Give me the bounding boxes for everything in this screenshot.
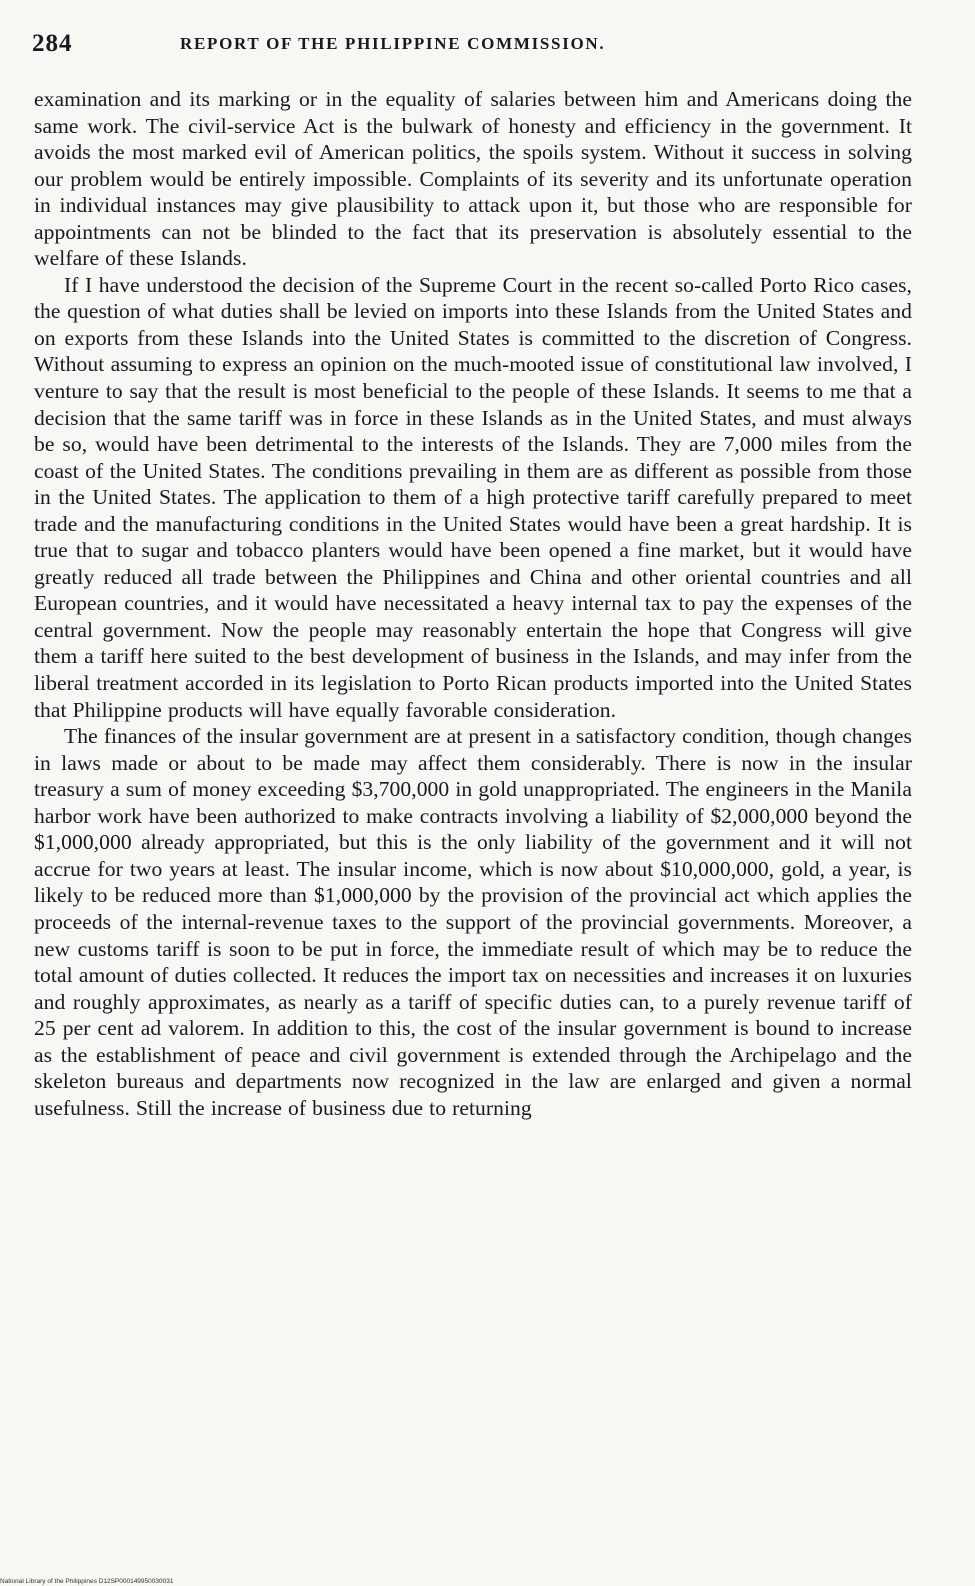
running-title: REPORT OF THE PHILIPPINE COMMISSION. — [180, 34, 606, 53]
scan-credit-footer: National Library of the Philippines D12SP000149950030031 — [0, 1578, 174, 1585]
paragraph-porto-rico-cases: If I have understood the decision of the Supreme Court in the recent so-called Porto Rico cases, the question of what duties shall be levied on imports into these Islands from the United States and on exports from these Islands into the United States is committed to the discretion of Congress. Without assuming to express an opinion on the much-mooted issue of constitutional law involved, I venture to say that the result is most beneficial to the people of these Islands. It seems to me that a decision that the same tariff was in force in these Islands as in the United States, and must always be so, would have been detrimental to the interests of the Islands. They are 7,000 miles from the coast of the United States. The conditions prevailing in them are as different as possible from those in the United States. The application to them of a high protective tariff carefully prepared to meet trade and the manufacturing conditions in the United States would have been a great hardship. It is true that to sugar and tobacco planters would have been opened a fine market, but it would have greatly reduced all trade between the Philippines and China and other oriental countries and all European countries, and it would have necessitated a heavy internal tax to pay the expenses of the central government. Now the people may reasonably entertain the hope that Congress will give them a tariff here suited to the best development of business in the Islands, and may infer from the liberal treatment accorded in its legislation to Porto Rican products imported into the United States that Philippine products will have equally favorable consideration. — [34, 272, 912, 722]
paragraph-continuation: examination and its marking or in the equality of salaries between him and Americans doing the same work. The civil-service Act is the bulwark of honesty and efficiency in the government. It avoids the most marked evil of American politics, the spoils system. Without it success in solving our problem would be entirely impossible. Complaints of its severity and its unfortunate operation in individual instances may give plausibility to attack upon it, but those who are responsible for appointments can not be blinded to the fact that its preservation is absolutely essential to the welfare of these Islands. — [34, 87, 912, 271]
page-number: 284 — [32, 30, 73, 57]
paragraph-insular-finances: The finances of the insular government are at present in a satisfactory condition, though changes in laws made or about to be made may affect them considerably. There is now in the insular treasury a sum of money exceeding $3,700,000 in gold unappropriated. The engineers in the Manila harbor work have been authorized to make contracts involving a liability of $2,000,000 beyond the $1,000,000 already appropriated, but this is the only liability of the government and it will not accrue for two years at least. The insular income, which is now about $10,000,000, gold, a year, is likely to be reduced more than $1,000,000 by the provision of the provincial act which applies the proceeds of the internal-revenue taxes to the support of the provincial governments. Moreover, a new customs tariff is soon to be put in force, the immediate result of which may be to reduce the total amount of duties collected. It reduces the import tax on necessities and increases it on luxuries and roughly approximates, as nearly as a tariff of specific duties can, to a purely revenue tariff of 25 per cent ad valorem. In addition to this, the cost of the insular government is bound to increase as the establishment of peace and civil government is extended through the Archipelago and the skeleton bureaus and departments now recognized in the law are enlarged and given a normal usefulness. Still the increase of business due to returning — [34, 724, 912, 1120]
page-header — [32, 30, 912, 66]
body-text — [34, 86, 912, 1121]
